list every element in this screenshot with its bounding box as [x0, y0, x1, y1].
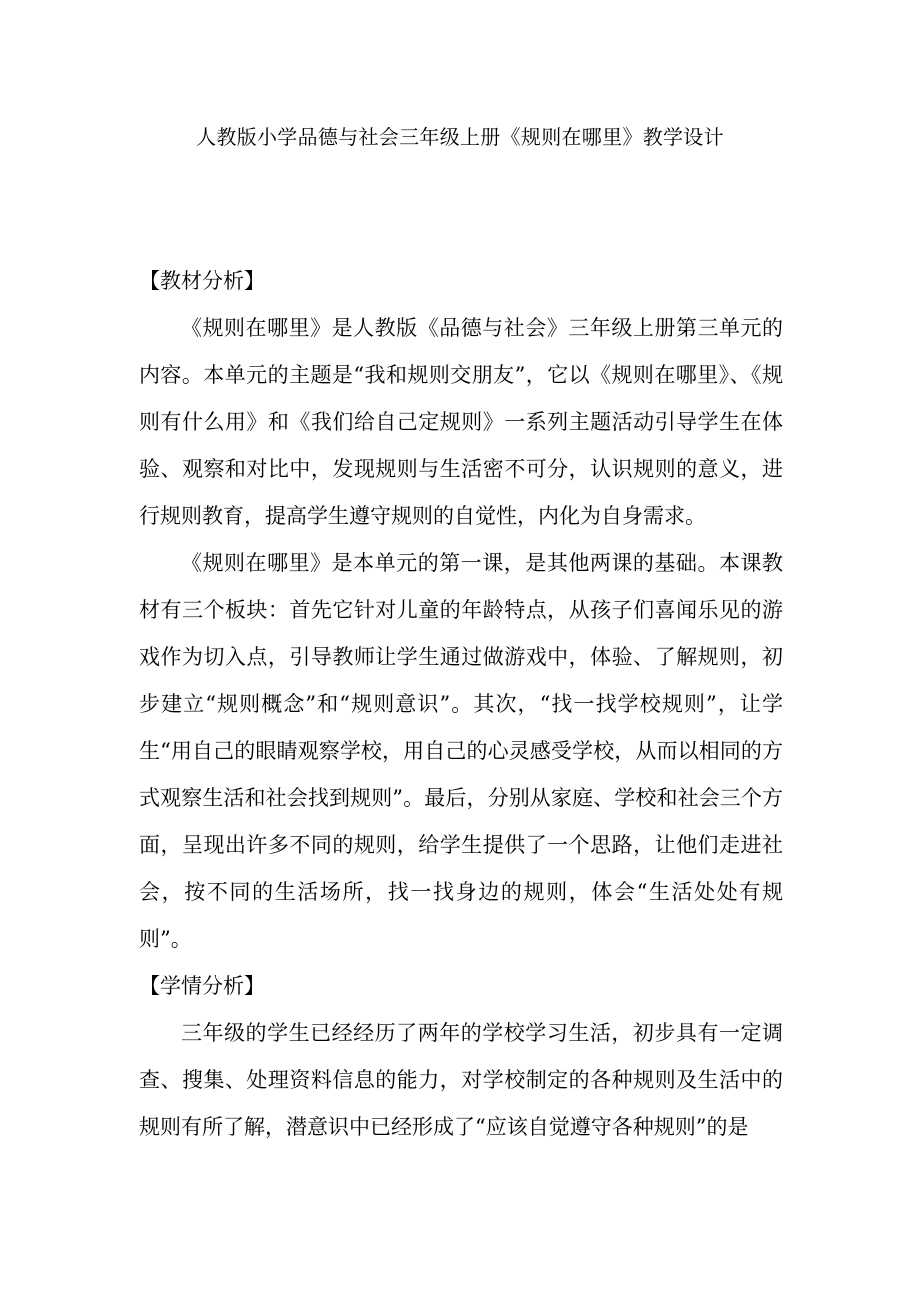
paragraph: 《规则在哪里》是人教版《品德与社会》三年级上册第三单元的内容。本单元的主题是“我和规则交朋友”，它以《规则在哪里》、《规则有什么用》和《我们给自己定规则》一系列主题活动引导学生在体验、观察和对比中，发现规则与生活密不可分，认识规则的意义，进行规则教育，提高学生遵守规则的自觉性，内化为自身需求。 — [139, 316, 783, 528]
document-title: 人教版小学品德与社会三年级上册《规则在哪里》教学设计 — [196, 125, 724, 149]
paragraph: 三年级的学生已经经历了两年的学校学习生活，初步具有一定调查、搜集、处理资料信息的能力，对学校制定的各种规则及生活中的规则有所了解，潜意识中已经形成了“应该自觉遵守各种规则”的是 — [139, 1021, 783, 1139]
section-heading-textbook-analysis: 【教材分析】 — [139, 269, 265, 293]
section-heading-student-analysis: 【学情分析】 — [139, 974, 265, 998]
document-body — [139, 258, 783, 1151]
paragraph: 《规则在哪里》是本单元的第一课，是其他两课的基础。本课教材有三个板块：首先它针对儿童的年龄特点，从孩子们喜闻乐见的游戏作为切入点，引导教师让学生通过做游戏中，体验、了解规则，初步建立“规则概念”和“规则意识”。其次，“找一找学校规则”，让学生“用自己的眼睛观察学校，用自己的心灵感受学校，从而以相同的方式观察生活和社会找到规则”。最后，分别从家庭、学校和社会三个方面，呈现出许多不同的规则，给学生提供了一个思路，让他们走进社会，按不同的生活场所，找一找身边的规则，体会“生活处处有规则”。 — [139, 551, 783, 951]
